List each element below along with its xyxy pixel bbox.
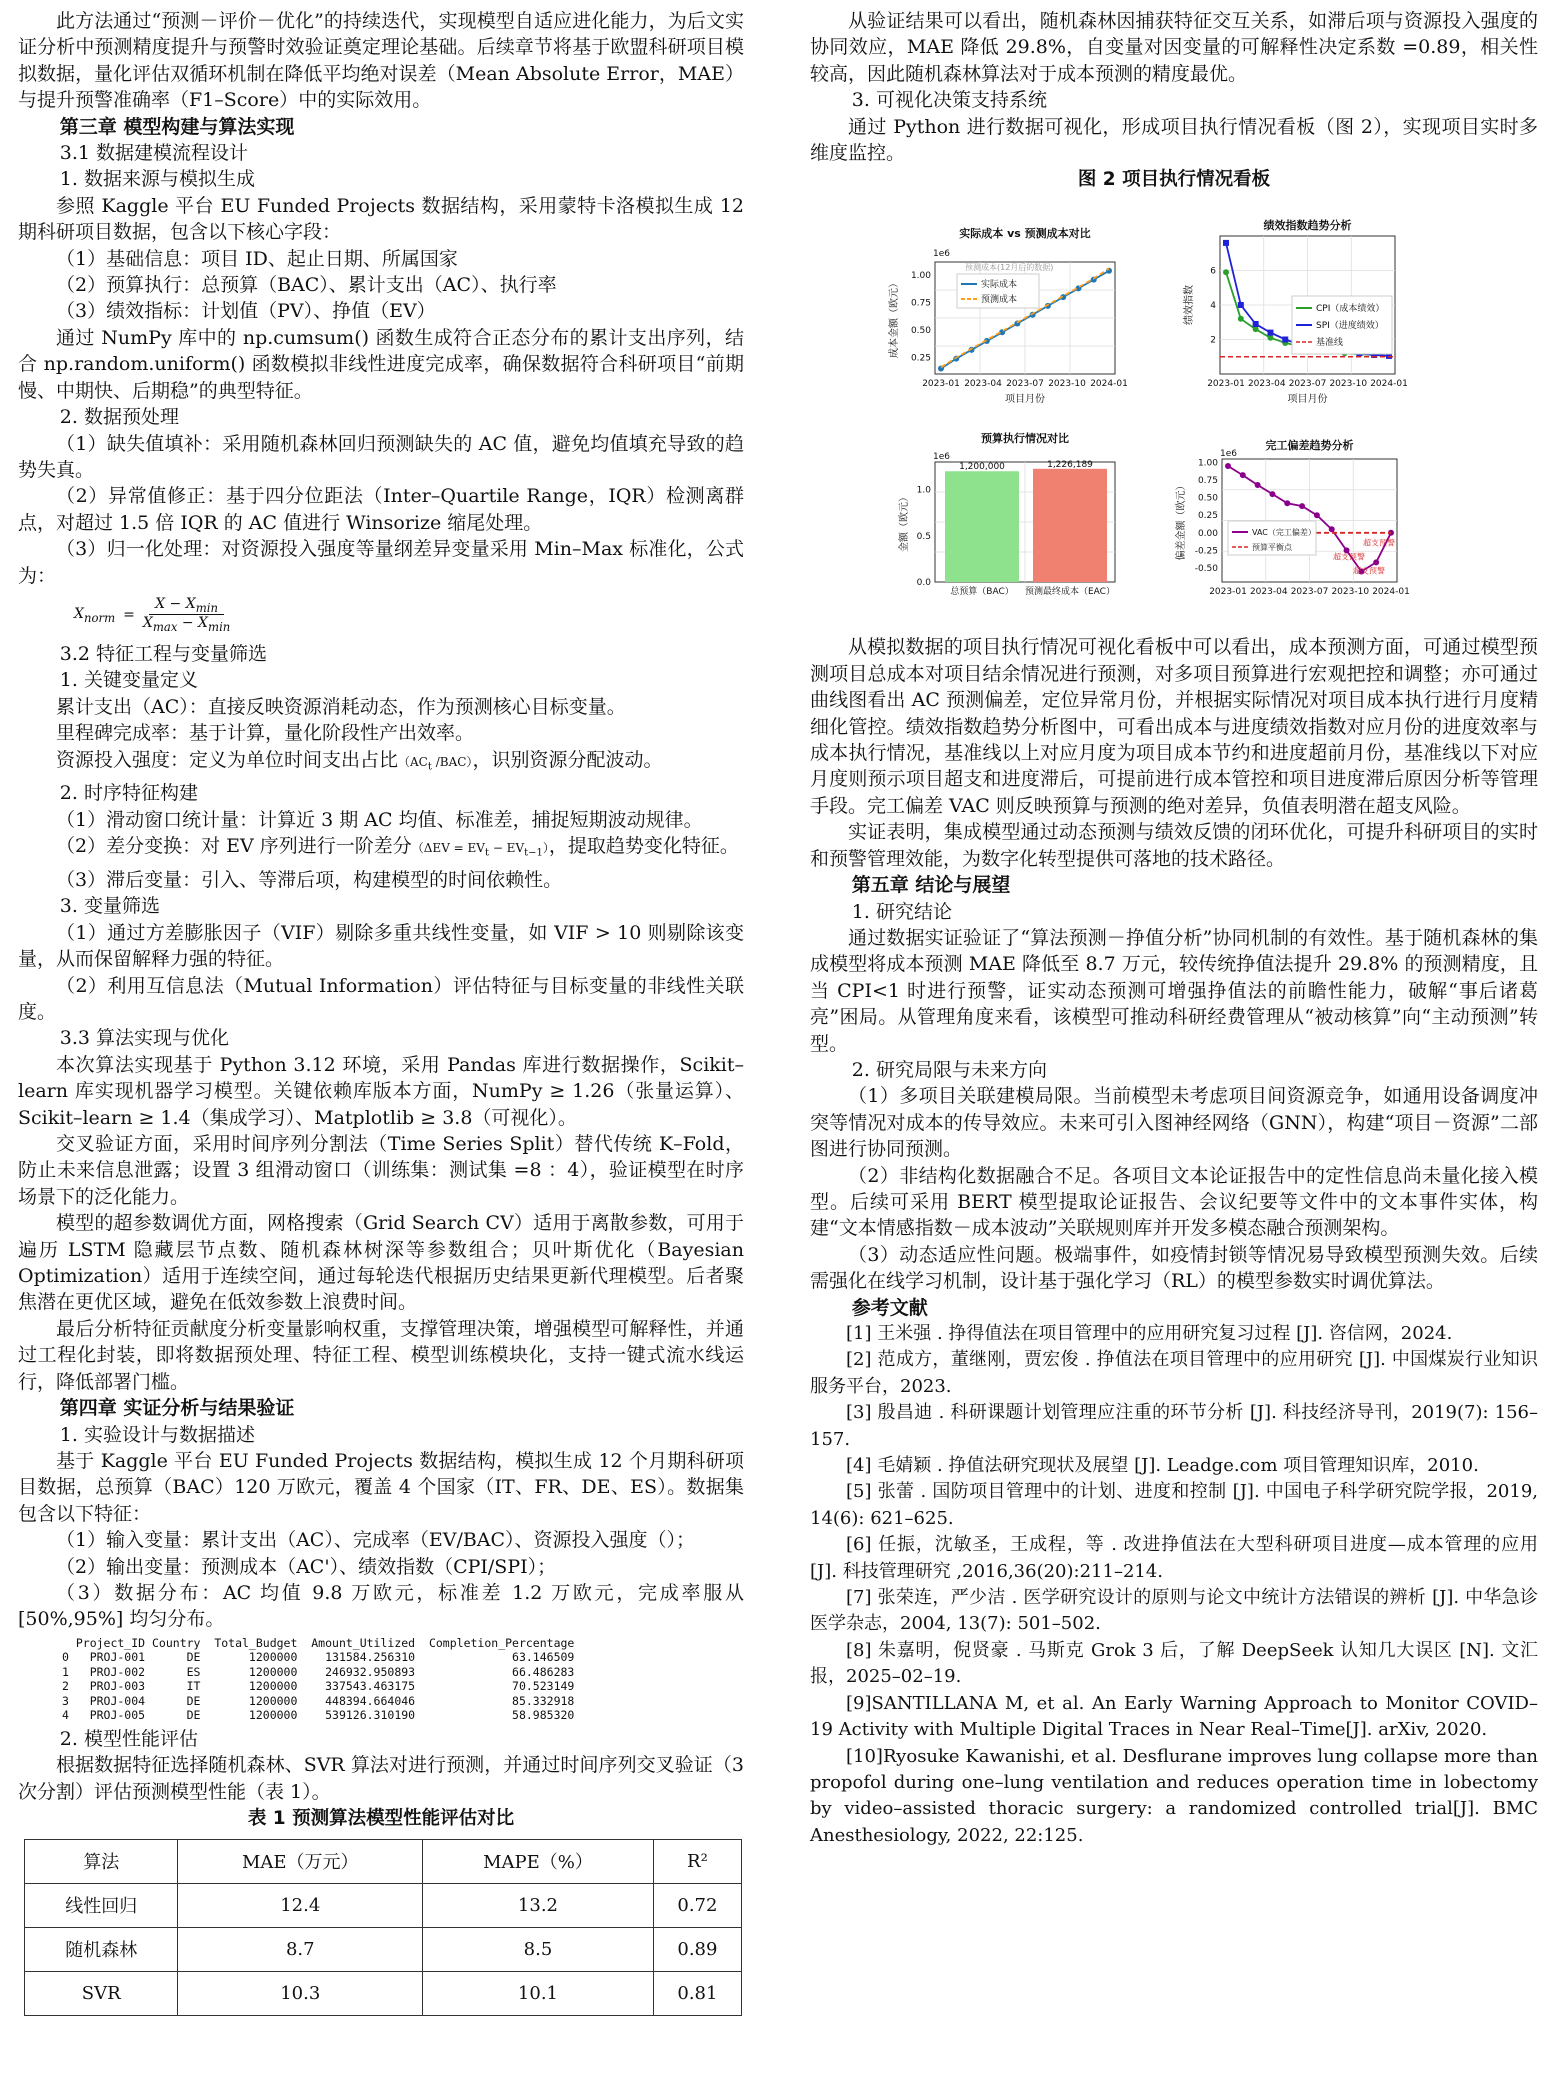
chart4-annotation: 超支预警 — [1363, 538, 1395, 548]
table-header-cell: 算法 — [25, 1839, 178, 1883]
chart2-xlabel: 项目月份 — [1287, 394, 1328, 406]
chart4-vac-point — [1255, 482, 1261, 488]
chart4-vac-point — [1314, 513, 1320, 519]
preprocess-outlier: （2）异常值修正：基于四分位距法（Inter–Quartile Range，IQR）检测离群点，对超过 1.5 倍 IQR 的 AC 值进行 Winsorize 缩尾处理。 — [18, 485, 744, 534]
numpy-paragraph: 通过 NumPy 库中的 np.cumsum() 函数生成符合正态分布的累计支出序列，结合 np.random.uniform() 函数模拟非线性进度完成率，确保数据符合科研项目“前期慢、中期快、后期稳”的典型特征。 — [18, 326, 744, 402]
preprocess-missing: （1）缺失值填补：采用随机森林回归预测缺失的 AC 值，避免均值填充导致的趋势失真。 — [18, 432, 744, 481]
dataframe-header: Project_ID Country Total_Budget Amount_Utilized Completion_Percentage — [62, 1635, 575, 1650]
diff-s2: t−1 — [524, 847, 543, 859]
limitation-1: （1）多项目关联建模局限。当前模型未考虑项目间资源竞争，如通用设备调度冲突等情况对成本的传导效应。未来可引入图神经网络（GNN），构建“项目－资源”二部图进行协同预测。 — [810, 1085, 1538, 1161]
dataframe-row: 4 PROJ-005 DE 1200000 539126.310190 58.985320 — [62, 1708, 575, 1723]
section-3-1: 3.1 数据建模流程设计 — [59, 142, 249, 165]
chart4-vac-point — [1269, 492, 1275, 498]
performance-table — [24, 1839, 742, 2016]
chart2-title: 绩效指数趋势分析 — [1263, 219, 1352, 233]
chart4-ytick: -0.50 — [1194, 564, 1218, 575]
formula-den-x: X — [142, 615, 153, 632]
subsection-conclusion: 1. 研究结论 — [851, 900, 952, 923]
ts-diff-text: （2）差分变换：对 EV 序列进行一阶差分 — [56, 835, 412, 858]
chart4-xtick: 2024-01 — [1372, 587, 1410, 598]
chart1-xtick: 2024-01 — [1090, 379, 1128, 390]
chart2-legend-cpi: CPI（成本绩效） — [1316, 304, 1385, 315]
kaggle-paragraph: 参照 Kaggle 平台 EU Funded Projects 数据结构，采用蒙特卡洛模拟生成 12 期科研项目数据，包含以下核心字段： — [18, 194, 744, 244]
chart4-vac-point — [1240, 473, 1246, 479]
chart2-xtick: 2023-10 — [1329, 379, 1368, 390]
ts-diff-formula — [411, 841, 549, 859]
chart2-xtick: 2024-01 — [1370, 379, 1408, 390]
formula-equals: = — [123, 606, 135, 623]
chart1-xlabel: 项目月份 — [1005, 394, 1045, 406]
chart1-xtick: 2023-10 — [1048, 379, 1086, 390]
chart1-scale: 1e6 — [933, 249, 950, 260]
minmax-formula — [18, 589, 744, 641]
intensity-f1: （AC — [398, 754, 428, 769]
chart3-ytick: 0.5 — [916, 532, 931, 543]
var-intensity-tail: ，识别资源分配波动。 — [472, 748, 663, 771]
eval-paragraph: 根据数据特征选择随机森林、SVR 算法对进行预测，并通过时间序列交叉验证（3 次分割）评估预测模型性能（表 1）。 — [18, 1754, 744, 1803]
chart4-annotation: 超支预警 — [1353, 567, 1385, 577]
chart1-ylabel: 成本金额（欧元） — [889, 278, 900, 359]
chart4-scale: 1e6 — [1220, 449, 1237, 460]
chart4-ytick: -0.25 — [1194, 546, 1218, 557]
left-column — [18, 8, 744, 2016]
ts-window: （1）滑动窗口统计量：计算近 3 期 AC 均值、标准差，捕捉短期波动规律。 — [56, 808, 703, 831]
ts-lag: （3）滞后变量：引入、等滞后项，构建模型的时间依赖性。 — [56, 868, 563, 891]
formula-den-mid: − X — [177, 615, 209, 632]
intro-paragraph: 此方法通过“预测－评价－优化”的持续迭代，实现模型自适应进化能力，为后文实证分析中预测精度提升与预警时效验证奠定理论基础。后续章节将基于欧盟科研项目模拟数据，量化评估双循环机制在降低平均绝对误差（Mean Absolute Error，MAE）与提升预警准确率（F1–Score）中的实际效用。 — [18, 10, 744, 112]
chart4-ytick: 0.00 — [1197, 529, 1218, 540]
chart2-legend-base: 基准线 — [1316, 338, 1344, 349]
chart2-spi-point — [1253, 321, 1259, 327]
chapter3-heading: 第三章 模型构建与算法实现 — [59, 115, 295, 138]
chart1-legend-pred: 预测成本 — [981, 295, 1018, 306]
reference-item: [3] 殷昌迪 . 科研课题计划管理应注重的环节分析 [J]. 科技经济导刊，2019(7): 156–157. — [810, 1402, 1538, 1450]
rf-paragraph: 从验证结果可以看出，随机森林因捕获特征交互关系，如滞后项与资源投入强度的协同效应，MAE 降低 29.8%，自变量对因变量的可解释性决定系数 =0.89，相关性较高，因此随机森林算法对于成本预测的精度最优。 — [810, 10, 1538, 85]
chart2-ylabel: 绩效指数 — [1184, 285, 1195, 326]
chart2-cpi-point — [1253, 327, 1259, 333]
field-basic: （1）基础信息：项目 ID、起止日期、所属国家 — [56, 247, 458, 270]
chart2-ytick: 4 — [1210, 301, 1216, 312]
ts-diff — [18, 833, 744, 867]
preprocess-normalize: （3）归一化处理：对资源投入强度等量纲差异变量采用 Min–Max 标准化，公式为： — [18, 538, 744, 587]
conclusion-paragraph: 通过数据实证验证了“算法预测－挣值分析”协同机制的有效性。基于随机森林的集成模型将成本预测 MAE 降低至 8.7 万元，较传统挣值法提升 29.8% 的预测精度，且当 CPI<1 时进行预警，证实动态预测可增强挣值法的前瞻性能力，破解“事后诸葛亮”困局。从管理角度来看，该模型可推动科研经费管理从“被动核算”向“主动预测”转型。 — [810, 926, 1538, 1055]
field-performance: （3）绩效指标：计划值（PV）、挣值（EV） — [56, 300, 436, 323]
chart3-scale: 1e6 — [933, 452, 950, 463]
table-cell: 12.4 — [178, 1883, 423, 1927]
chart3-bar-label: 1,226,189 — [1047, 460, 1093, 471]
dashboard-svg — [810, 194, 1538, 634]
viz-paragraph: 通过 Python 进行数据可视化，形成项目执行情况看板（图 2），实现项目实时多维度监控。 — [810, 115, 1538, 165]
formula-lhs-sub: norm — [83, 610, 116, 625]
var-ac: 累计支出（AC）：直接反映资源消耗动态，作为预测核心目标变量。 — [56, 695, 626, 718]
reference-item: [5] 张蕾 . 国防项目管理中的计划、进度和控制 [J]. 中国电子科学研究院学报，2019, 14(6): 621–625. — [810, 1481, 1538, 1529]
chart4-xtick: 2023-04 — [1249, 587, 1288, 598]
final-analysis-paragraph: 最后分析特征贡献度分析变量影响权重，支撑管理决策，增强模型可解释性，并通过工程化封装，即将数据预处理、特征工程、模型训练模块化，支持一键式流水线运行，降低部署门槛。 — [18, 1317, 744, 1393]
table-cell: 线性回归 — [25, 1883, 178, 1927]
chart1-ytick: 1.00 — [910, 271, 931, 282]
dataframe-row: 3 PROJ-004 DE 1200000 448394.664046 85.332918 — [62, 1693, 575, 1708]
reference-item: [6] 任振，沈敏圣，王成程，等 . 改进挣值法在大型科研项目进度—成本管理的应用 [J]. 科技管理研究 ,2016,36(20):211–214. — [810, 1534, 1538, 1582]
chart1-title: 实际成本 vs 预测成本对比 — [959, 227, 1091, 241]
chart2-spi-point — [1267, 330, 1273, 336]
chart3-bar-label: 1,200,000 — [959, 462, 1005, 473]
chart4-annotation: 超支预警 — [1333, 552, 1365, 562]
chart1-xtick: 2023-01 — [922, 379, 960, 390]
exp-input: （1）输入变量：累计支出（AC）、完成率（EV/BAC）、资源投入强度（）； — [56, 1529, 696, 1552]
cv-paragraph: 交叉验证方面，采用时间序列分割法（Time Series Split）替代传统 K–Fold，防止未来信息泄露；设置 3 组滑动窗口（训练集：测试集 =8 ：4），验证模型在时序场景下的泛化能力。 — [18, 1133, 744, 1208]
subsection-timeseries: 2. 时序特征构建 — [59, 782, 198, 805]
experiment-paragraph: 基于 Kaggle 平台 EU Funded Projects 数据结构，模拟生成 12 个月期科研项目数据，总预算（BAC）120 万欧元，覆盖 4 个国家（IT、FR、DE、ES）。数据集包含以下特征： — [18, 1449, 744, 1525]
chart4-legend-bal: 预算平衡点 — [1252, 543, 1292, 553]
var-milestone: 里程碑完成率：基于计算，量化阶段性产出效率。 — [56, 722, 475, 745]
table-cell: 随机森林 — [25, 1927, 178, 1971]
chart4-ylabel: 偏差金额（欧元） — [1176, 480, 1187, 561]
chart1-legend-actual: 实际成本 — [981, 280, 1018, 291]
table-header-cell: R² — [653, 1839, 741, 1883]
table-row — [25, 1927, 742, 1971]
chapter4-heading: 第四章 实证分析与结果验证 — [59, 1397, 295, 1420]
chart1-xtick: 2023-07 — [1006, 379, 1044, 390]
exp-distribution: （3）数据分布：AC 均值 9.8 万欧元，标准差 1.2 万欧元，完成率服从 [50%,95%] 均匀分布。 — [18, 1581, 744, 1631]
table-row — [25, 1883, 742, 1927]
formula-lhs: X — [74, 605, 84, 622]
chart1-annotation: 预测成本(12月后的数据) — [965, 263, 1054, 273]
chart3-ylabel: 金额（欧元） — [899, 492, 910, 553]
reference-item: [7] 张荣连，严少洁 . 医学研究设计的原则与论文中统计方法错误的辨析 [J]. 中华急诊医学杂志，2004, 13(7): 501–502. — [810, 1587, 1538, 1635]
diff-s1: t — [484, 847, 489, 859]
chart2-xtick: 2023-04 — [1247, 379, 1286, 390]
dataframe-row: 2 PROJ-003 IT 1200000 337543.463175 70.523149 — [62, 1679, 575, 1694]
formula-numerator: X − X — [155, 595, 196, 612]
chart3-ytick: 0.0 — [916, 578, 931, 589]
references-heading: 参考文献 — [851, 1296, 928, 1319]
chart1-ytick: 0.25 — [910, 353, 931, 364]
chart2-cpi-point — [1238, 316, 1244, 322]
reference-item: [4] 毛婧颖 . 挣值法研究现状及展望 [J]. Leadge.com 项目管理知识库，2010. — [846, 1455, 1479, 1477]
hyperparam-paragraph: 模型的超参数调优方面，网格搜索（Grid Search CV）适用于离散参数，可用于遍历 LSTM 隐藏层节点数、随机森林树深等参数组合；贝叶斯优化（Bayesian Optimization）适用于连续空间，通过每轮迭代根据历史结果更新代理模型。后者聚焦潜在更优区域，避免在低效参数上浪费时间。 — [18, 1212, 744, 1314]
right-column — [810, 8, 1538, 1849]
chart4-vac-point — [1329, 527, 1335, 533]
reference-item: [8] 朱嘉明，倪贤豪 . 马斯克 Grok 3 后，了解 DeepSeek 认知几大误区 [N]. 文汇报，2025–02–19. — [810, 1639, 1538, 1688]
intensity-f2: /BAC） — [431, 754, 473, 769]
chart3-title: 预算执行情况对比 — [981, 432, 1069, 446]
table-cell: 8.5 — [423, 1927, 654, 1971]
limitation-3: （3）动态适应性问题。极端事件，如疫情封锁等情况易导致模型预测失效。后续需强化在线学习机制，设计基于强化学习（RL）的模型参数实时调优算法。 — [810, 1243, 1538, 1293]
table-cell: SVR — [25, 1971, 178, 2015]
formula-den-sub-min: min — [208, 620, 231, 635]
reference-item: [9]SANTILLANA M, et al. An Early Warning Approach to Monitor COVID–19 Activity with Multiple Digital Traces in Near Real–Time[J]. arXiv, 2020. — [810, 1692, 1538, 1741]
table-header-cell: MAE（万元） — [178, 1839, 423, 1883]
var-intensity-text: 资源投入强度：定义为单位时间支出占比 — [56, 748, 399, 771]
chart2-ytick: 2 — [1210, 335, 1216, 346]
dataframe-preview — [18, 1636, 744, 1723]
dataframe-row: 0 PROJ-001 DE 1200000 131584.256310 63.146509 — [62, 1650, 575, 1665]
reference-item: [1] 王米强 . 挣得值法在项目管理中的应用研究复习过程 [J]. 咨信网，2024. — [846, 1323, 1453, 1344]
chart4-ytick: 0.75 — [1197, 476, 1218, 487]
chart2-cpi-point — [1223, 270, 1229, 276]
chart2-legend-spi: SPI（进度绩效） — [1316, 321, 1384, 332]
diff-f1: （ΔEV = EV — [411, 841, 485, 856]
chart1-ytick: 0.50 — [910, 326, 931, 337]
table-header-cell: MAPE（%） — [423, 1839, 654, 1883]
formula-den-sub-max: max — [152, 620, 178, 635]
chart1-ytick: 0.75 — [910, 299, 931, 310]
var-intensity-formula — [398, 754, 473, 772]
table-caption: 表 1 预测算法模型性能评估对比 — [247, 1807, 515, 1829]
chart4-xtick: 2023-01 — [1209, 587, 1247, 598]
subsection-experiment: 1. 实验设计与数据描述 — [59, 1423, 255, 1446]
chart2-xtick: 2023-07 — [1288, 379, 1327, 390]
table-row — [25, 1971, 742, 2015]
chart4-ytick: 0.50 — [1197, 494, 1218, 505]
chart2-spi-point — [1223, 240, 1229, 246]
table-cell: 0.81 — [653, 1971, 741, 2015]
limitation-2: （2）非结构化数据融合不足。各项目文本论证报告中的定性信息尚未量化接入模型。后续可采用 BERT 模型提取论证报告、会议纪要等文件中的文本事件实体，构建“文本情感指数－成本波动”关联规则库并开发多模态融合预测架构。 — [810, 1164, 1538, 1240]
intensity-sub: t — [427, 760, 432, 772]
subsection-visualization: 3. 可视化决策支持系统 — [851, 89, 1047, 112]
ts-diff-tail: ，提取趋势变化特征。 — [548, 835, 739, 858]
chart4-vac-point — [1225, 463, 1231, 469]
section-3-3: 3.3 算法实现与优化 — [59, 1027, 230, 1050]
empirical-conclusion-paragraph: 实证表明，集成模型通过动态预测与绩效反馈的闭环优化，可提升科研项目的实时和预警管理效能，为数字化转型提供可落地的技术路径。 — [810, 821, 1538, 870]
chart2-cpi-point — [1267, 335, 1273, 341]
sel-mi: （2）利用互信息法（Mutual Information）评估特征与目标变量的非线性关联度。 — [18, 974, 744, 1023]
section-3-2: 3.2 特征工程与变量筛选 — [59, 642, 268, 665]
chapter5-heading: 第五章 结论与展望 — [851, 874, 1011, 897]
chart2-xtick: 2023-01 — [1207, 379, 1245, 390]
chart4-vac-point — [1373, 560, 1379, 566]
chart4-xtick: 2023-10 — [1331, 587, 1370, 598]
table-cell: 13.2 — [423, 1883, 654, 1927]
chart3-bar — [945, 472, 1019, 583]
sel-vif: （1）通过方差膨胀因子（VIF）剔除多重共线性变量，如 VIF > 10 则剔除该变量，从而保留解释力强的特征。 — [18, 921, 744, 971]
figure-caption: 图 2 项目执行情况看板 — [1077, 169, 1271, 191]
table-header-row — [25, 1839, 742, 1883]
chart4-vac-point — [1299, 504, 1305, 510]
table-cell: 0.72 — [653, 1883, 741, 1927]
field-budget: （2）预算执行：总预算（BAC）、累计支出（AC）、执行率 — [56, 274, 557, 297]
subsection-preprocess: 2. 数据预处理 — [59, 406, 179, 429]
table-cell: 10.3 — [178, 1971, 423, 2015]
chart2-spi-point — [1238, 302, 1244, 308]
reference-item: [10]Ryosuke Kawanishi, et al. Desflurane improves lung collapse more than propofol during one–lung ventilation and reduces operation time in lobectomy by video–assisted thoracic surgery: a randomized controlled trial[J]. BMC Anesthesiology, 2022, 22:125. — [810, 1745, 1538, 1846]
dashboard-figure — [810, 194, 1538, 634]
chart3-ytick: 1.0 — [916, 486, 931, 497]
chart4-vac-point — [1284, 501, 1290, 507]
formula-fraction — [143, 596, 230, 635]
table-cell: 10.1 — [423, 1971, 654, 2015]
chart1-xtick: 2023-04 — [964, 379, 1002, 390]
subsection-selection: 3. 变量筛选 — [59, 895, 160, 918]
chart4-ytick: 1.00 — [1197, 458, 1218, 469]
chart4-legend-vac: VAC（完工偏差） — [1252, 528, 1316, 538]
chart3-xtick: 总预算（BAC） — [950, 587, 1014, 598]
chart2-spi-point — [1282, 337, 1288, 343]
subsection-eval: 2. 模型性能评估 — [59, 1727, 198, 1750]
diff-mid: − EV — [489, 841, 525, 856]
dataframe-row: 1 PROJ-002 ES 1200000 246932.950893 66.486283 — [62, 1664, 575, 1679]
exp-output: （2）输出变量：预测成本（AC'）、绩效指数（CPI/SPI）； — [56, 1555, 557, 1578]
formula-num-sub: min — [195, 600, 219, 615]
python-paragraph: 本次算法实现基于 Python 3.12 环境，采用 Pandas 库进行数据操作，Scikit–learn 库实现机器学习模型。关键依赖库版本方面，NumPy ≥ 1.26（张量运算）、Scikit–learn ≥ 1.4（集成学习）、Matplotlib ≥ 3.8（可视化）。 — [18, 1053, 744, 1129]
diff-end: ） — [542, 841, 549, 856]
reference-item: [2] 范成方，董继刚，贾宏俊 . 挣值法在项目管理中的应用研究 [J]. 中国煤炭行业知识服务平台，2023. — [810, 1349, 1538, 1397]
dashboard-analysis-paragraph: 从模拟数据的项目执行情况可视化看板中可以看出，成本预测方面，可通过模型预测项目总成本对项目结余情况进行预测，对多项目预算进行宏观把控和调整；亦可通过曲线图看出 AC 预测偏差，定位异常月份，并根据实际情况对项目成本执行进行月度精细化管控。绩效指数趋势分析图中，可看出成本与进度绩效指数对应月份的进度效率与成本执行情况，基准线以上对应月度为项目成本节约和进度超前月份，基准线以下对应月度则预示项目超支和进度滞后，可提前进行成本管控和项目进度滞后原因分析等管理手段。完工偏差 VAC 则反映预算与预测的绝对差异，负值表明潜在超支风险。 — [810, 636, 1538, 817]
table-cell: 8.7 — [178, 1927, 423, 1971]
chart2-ytick: 6 — [1210, 266, 1216, 277]
subsection-key-vars: 1. 关键变量定义 — [59, 669, 198, 692]
subsection-limitations: 2. 研究局限与未来方向 — [851, 1058, 1047, 1081]
chart3-bar — [1033, 469, 1107, 582]
var-intensity — [18, 747, 744, 781]
table-cell: 0.89 — [653, 1927, 741, 1971]
chart4-xtick: 2023-07 — [1290, 587, 1329, 598]
chart4-ytick: 0.25 — [1197, 511, 1218, 522]
subsection-data-source: 1. 数据来源与模拟生成 — [59, 168, 255, 191]
chart4-title: 完工偏差趋势分析 — [1265, 439, 1354, 453]
chart3-xtick: 预测最终成本（EAC） — [1025, 587, 1115, 598]
